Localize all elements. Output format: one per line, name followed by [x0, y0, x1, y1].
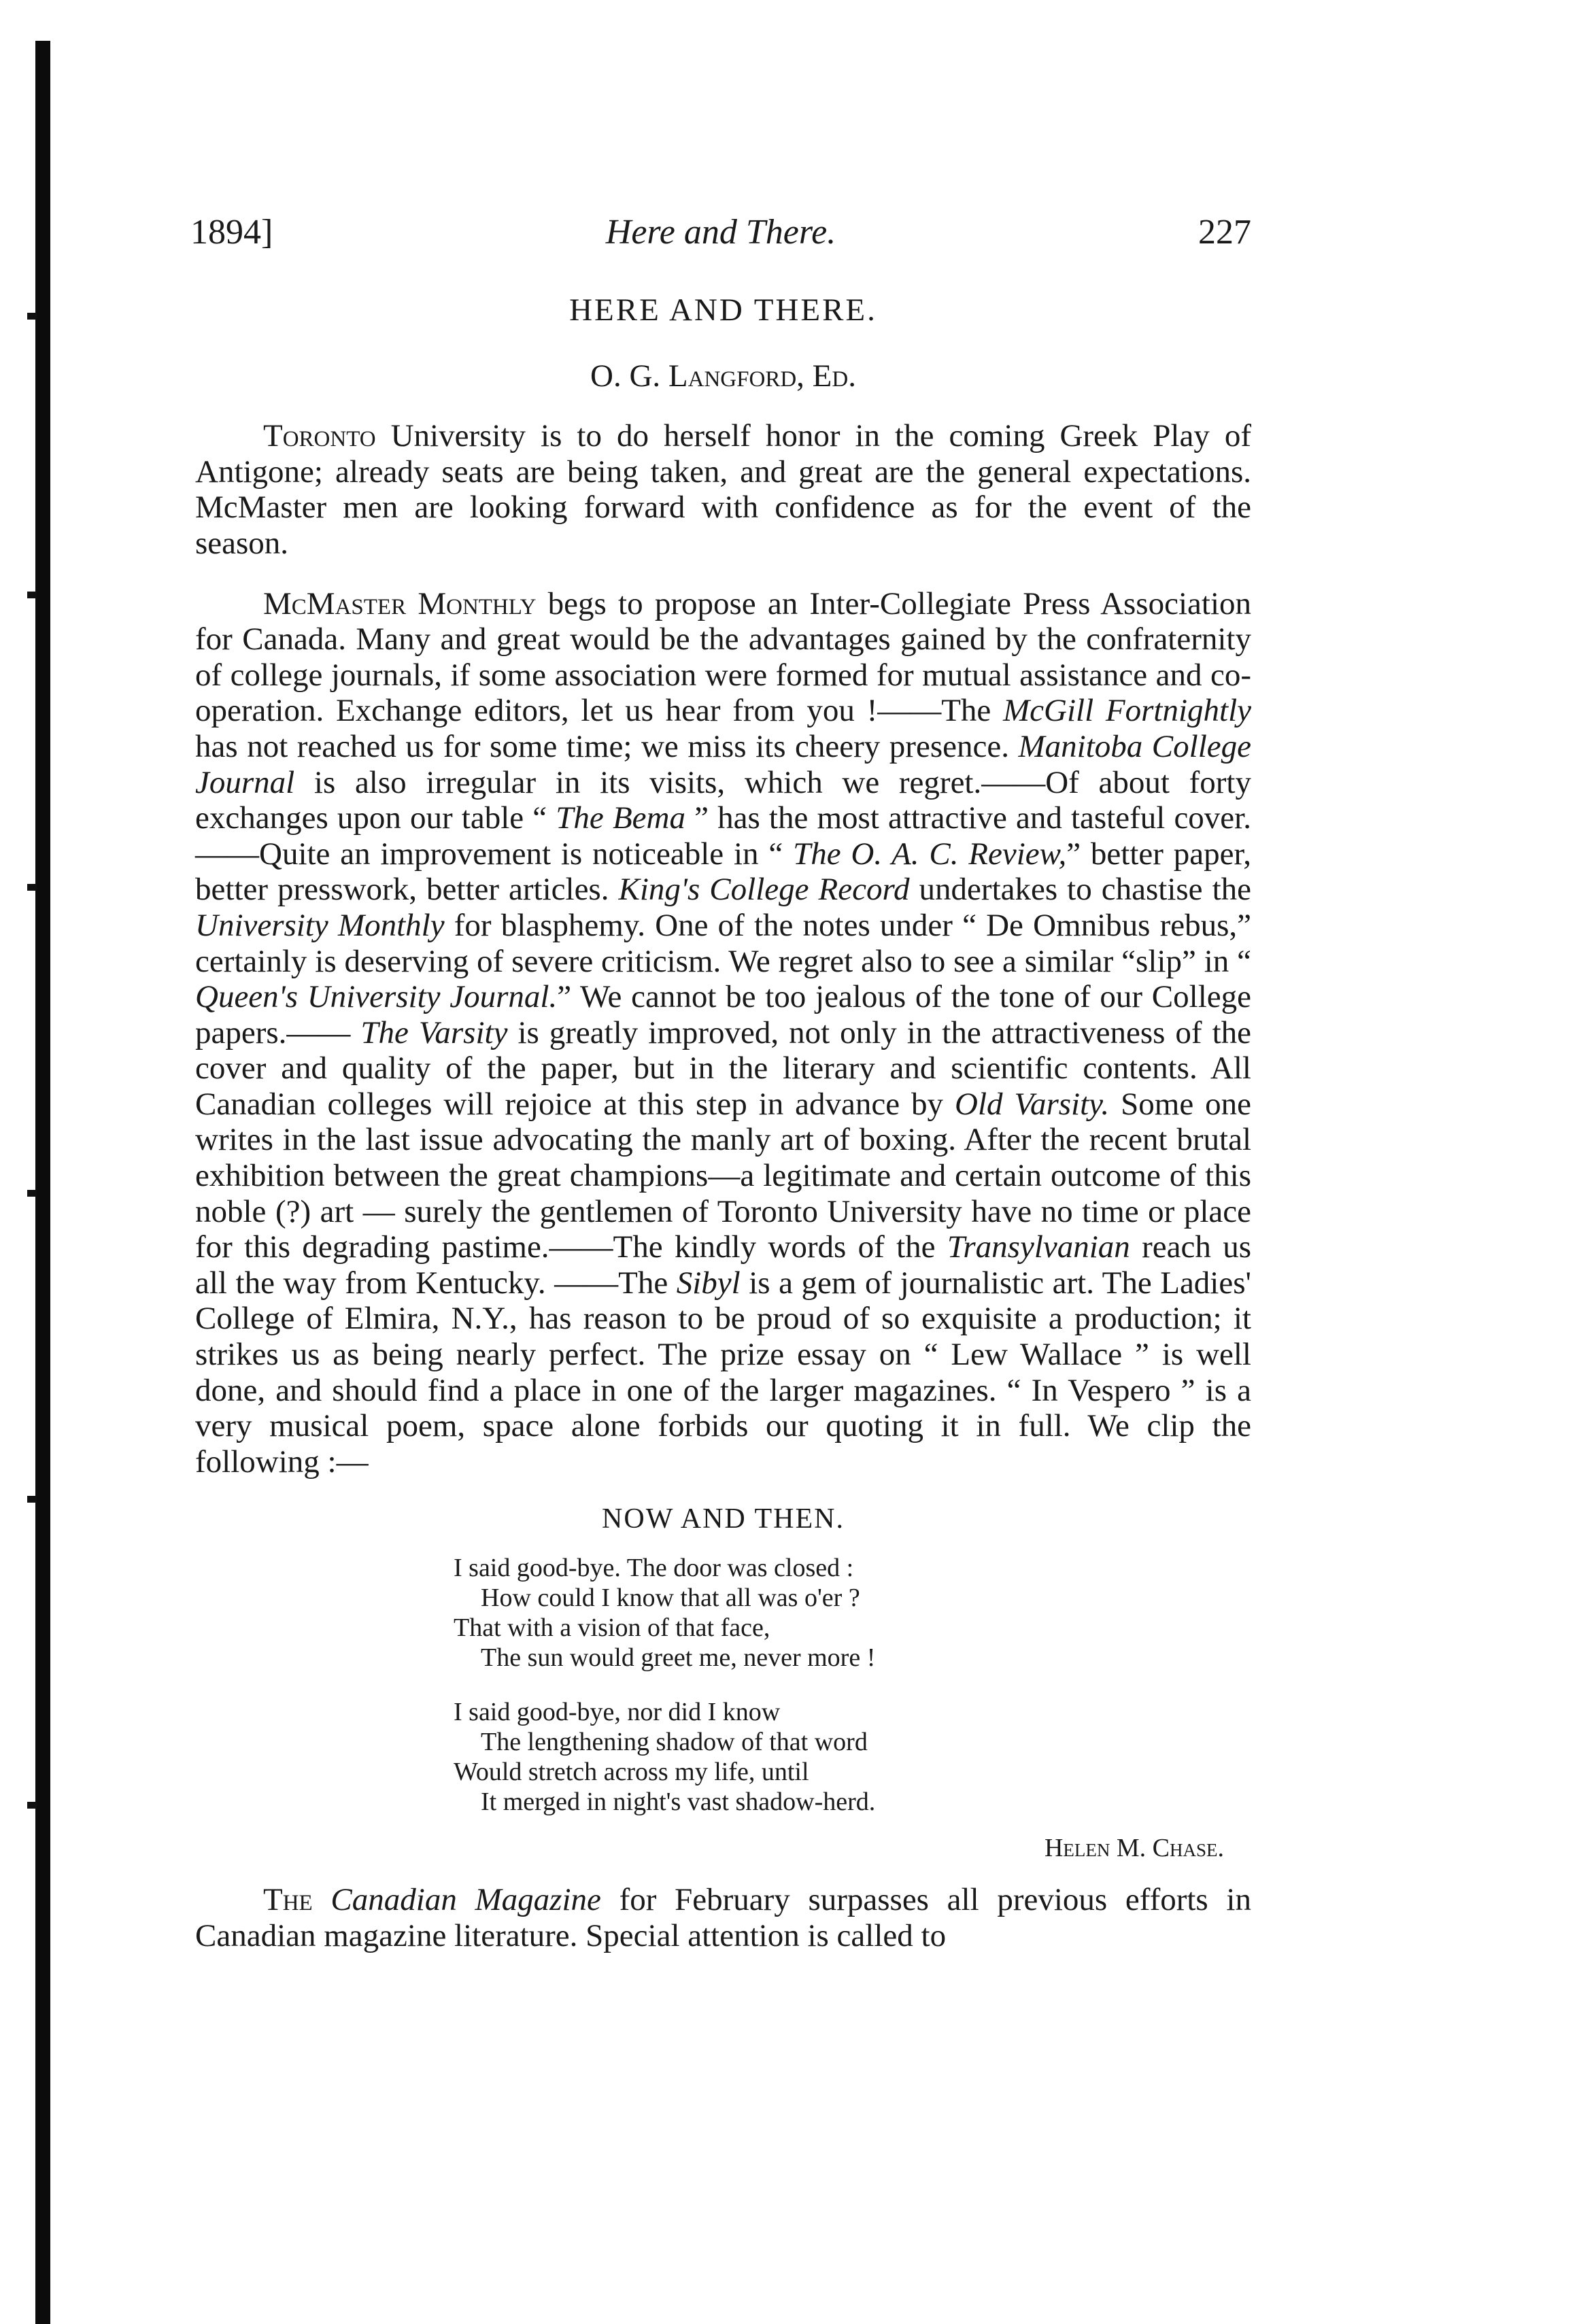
poem-line: How could I know that all was o'er ?: [481, 1584, 860, 1613]
journal-title: The O. A. C. Review,: [793, 836, 1067, 872]
section-editor: O. G. Langford, Ed.: [590, 358, 856, 394]
section-title: HERE AND THERE.: [569, 292, 877, 328]
running-title: Here and There.: [605, 213, 836, 252]
journal-title: The Bema: [556, 800, 685, 836]
paragraph-toronto: Toronto University is to do herself honor in the coming Greek Play of Antigone; already seats are being taken, and great are the general expectations. McMaster men are looking forward with confidence as for the event of the season.: [195, 418, 1251, 561]
journal-title: The Varsity: [360, 1014, 508, 1050]
journal-title: Manitoba College Journal: [195, 728, 1251, 800]
poem: [195, 1504, 1251, 1863]
paragraph-lead: Toronto: [263, 418, 376, 454]
header-year: 1894]: [190, 213, 273, 252]
journal-title: King's College Record: [618, 872, 910, 908]
binding-mark: [27, 592, 37, 598]
poem-line: It merged in night's vast shadow-herd.: [481, 1788, 876, 1817]
poem-author: Helen M. Chase.: [1044, 1834, 1224, 1863]
journal-title: Queen's University Journal.: [195, 979, 558, 1015]
binding-edge: [35, 41, 50, 2324]
journal-title: Canadian Magazine: [330, 1882, 601, 1918]
paragraph-canadian-magazine: The Canadian Magazine for February surpasses all previous efforts in Canadian magazine literature. Special attention is called to: [195, 1882, 1251, 1953]
poem-stanza: [454, 1553, 1251, 1673]
poem-line: The lengthening shadow of that word: [481, 1728, 868, 1757]
journal-title: Sibyl: [676, 1265, 741, 1301]
poem-line: That with a vision of that face,: [454, 1613, 770, 1643]
poem-line: I said good-bye. The door was closed :: [454, 1554, 854, 1583]
page-number: 227: [1198, 213, 1251, 252]
journal-title: McGill Fortnightly: [1003, 693, 1251, 729]
poem-title: NOW AND THEN.: [602, 1503, 845, 1535]
binding-mark: [27, 1802, 37, 1809]
journal-title: University Monthly: [195, 907, 445, 943]
paragraph-exchanges: McMaster Monthly begs to propose an Inter-Collegiate Press Association for Canada. Many and great would be the advantages gained by the confraternity of college journals, if some association were formed for mutual assistance and co-operation. Exchange editors, let us hear from you !——The McGill Fortnightly has not reached us for some time; we miss its cheery presence. Manitoba College Journal is also irregular in its visits, which we regret.——Of about forty exchanges upon our table “ The Bema ” has the most attractive and tasteful cover.——Quite an improvement is noticeable in “ The O. A. C. Review,” better paper, better presswork, better articles. King's College Record undertakes to chastise the University Monthly for blasphemy. One of the notes under “ De Omnibus rebus,” certainly is deserving of severe criticism. We regret also to see a similar “slip” in “ Queen's University Journal.” We cannot be too jealous of the tone of our College papers.—— The Varsity is greatly improved, not only in the attractiveness of the cover and quality of the paper, but in the literary and scientific contents. All Canadian colleges will rejoice at this step in advance by Old Varsity. Some one writes in the last issue advocating the manly art of boxing. After the recent brutal exhibition between the great champions—a legitimate and certain outcome of this noble (?) art — surely the gentlemen of Toronto University have no time or place for this degrading pastime.——The kindly words of the Transylvanian reach us all the way from Kentucky. ——The Sibyl is a gem of journalistic art. The Ladies' College of Elmira, N.Y., has reason to be proud of so exquisite a production; it strikes us as being nearly perfect. The prize essay on “ Lew Wallace ” is well done, and should find a place in one of the larger magazines. “ In Vespero ” is a very musical poem, space alone forbids our quoting it in full. We clip the following :—: [195, 585, 1252, 1480]
binding-mark: [27, 1190, 37, 1197]
journal-title: Old Varsity.: [955, 1086, 1110, 1122]
poem-line: Would stretch across my life, until: [454, 1758, 809, 1787]
page-header: [190, 212, 1251, 260]
article-body: [195, 292, 1251, 1954]
paragraph-lead: McMaster Monthly: [263, 585, 537, 621]
binding-mark: [27, 313, 37, 320]
poem-line: The sun would greet me, never more !: [481, 1643, 876, 1673]
binding-mark: [27, 1496, 37, 1503]
paragraph-lead: The: [263, 1882, 313, 1918]
journal-title: Transylvanian: [947, 1229, 1130, 1265]
binding-mark: [27, 884, 37, 891]
poem-line: I said good-bye, nor did I know: [454, 1698, 781, 1727]
poem-stanza: [454, 1697, 1251, 1817]
